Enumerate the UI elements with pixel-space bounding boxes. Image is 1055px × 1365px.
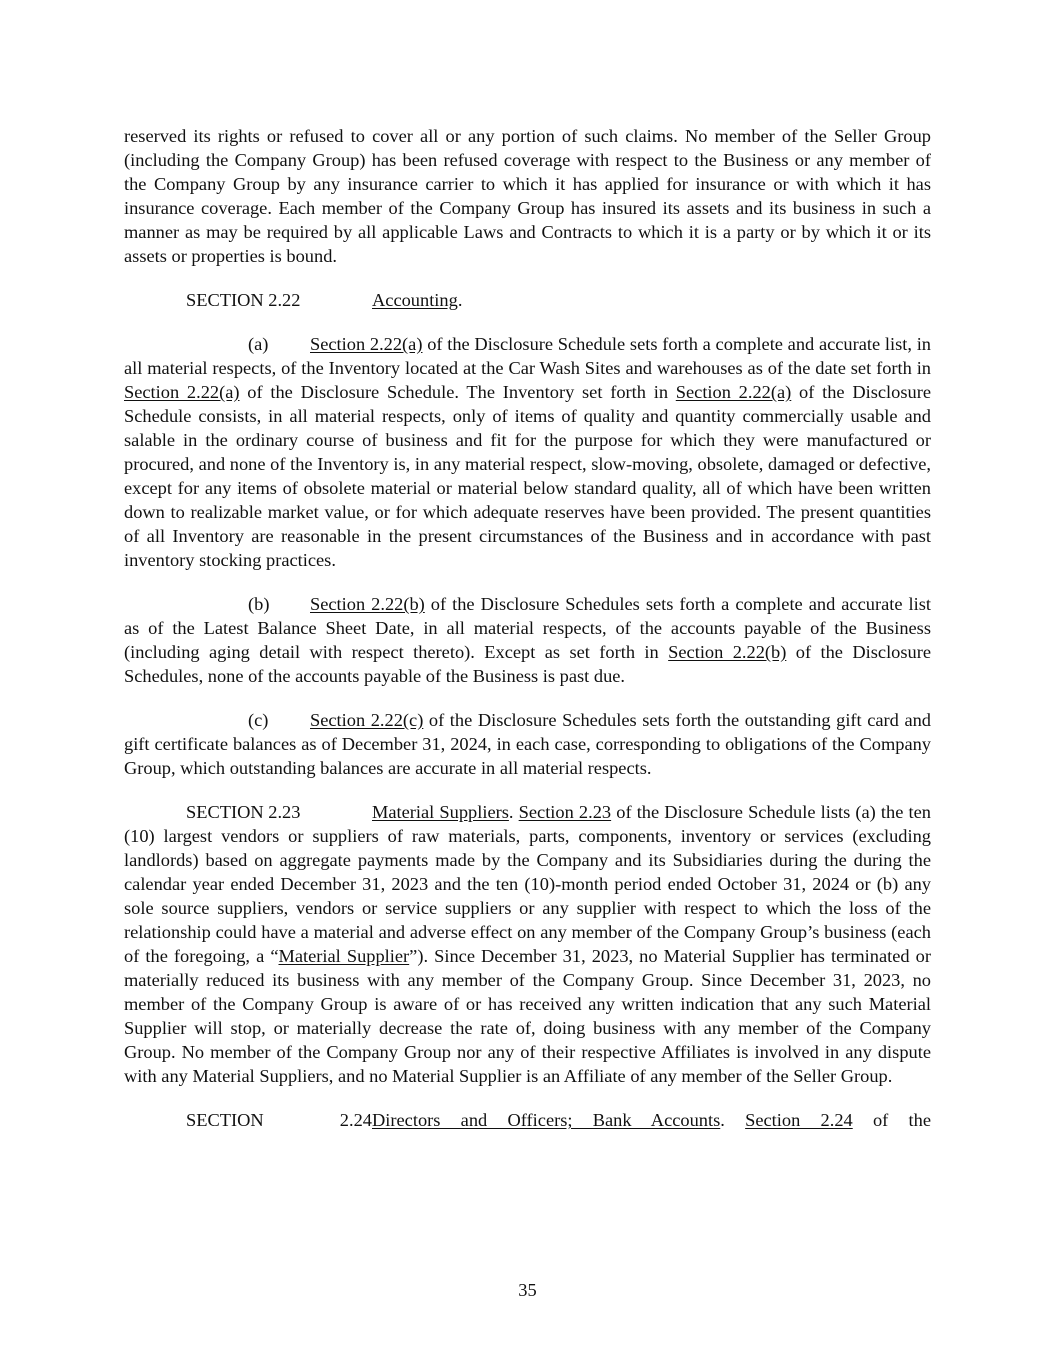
section-number: SECTION 2.24 — [186, 1110, 372, 1130]
cross-reference: Section 2.24 — [745, 1110, 853, 1130]
section-title: Directors and Officers; Bank Accounts — [372, 1110, 721, 1130]
document-page — [124, 124, 931, 1152]
cross-reference: Section 2.22(c) — [310, 710, 424, 730]
clause-text: of the Disclosure Schedule. The Inventory set forth in — [239, 382, 676, 402]
section-title-period: . — [508, 802, 519, 822]
clause-text: ”). Since December 31, 2023, no Material Supplier has terminated or materially reduced its business with any member of the Company Group. Since December 31, 2023, no member of the Company Group is aware of or has received any written indication that any such Material Supplier will stop, or materially decrease the rate of, doing business with any member of the Company Group. No member of the Company Group nor any of their respective Affiliates is involved in any dispute with any Material Suppliers, and no Material Supplier is an Affiliate of any member of the Seller Group. — [124, 946, 931, 1086]
section-title-period: . — [457, 290, 463, 310]
clause-text: of the Disclosure Schedule consists, in all material respects, only of items of quality and quantity commercially usable and salable in the ordinary course of business and fit for the purpose for which they were manufactured or procured, and none of the Inventory is, in any material respect, slow-moving, obsolete, damaged or defective, except for any items of obsolete material or material below standard quality, all of which have been written down to realizable market value, or for which adequate reserves have been provided. The present quantities of all Inventory are reasonable in the present circumstances of the Business and in accordance with past inventory stocking practices. — [124, 382, 931, 570]
cross-reference: Section 2.22(b) — [668, 642, 787, 662]
cross-reference: Section 2.22(a) — [124, 382, 240, 402]
section-title: Material Suppliers — [372, 802, 509, 822]
section-2-23 — [124, 800, 931, 1088]
clause-text: of the Disclosure Schedule lists (a) the ten (10) largest vendors or suppliers of raw materials, parts, components, inventory or services (excluding landlords) based on aggregate payments made by the Company and its Subsidiaries during the during the calendar year ended December 31, 2023 and the ten (10)-month period ended October 31, 2024 or (b) any sole source suppliers, vendors or service suppliers or any supplier with respect to which the loss of the relationship could have a material and adverse effect on any member of the Company Group’s business (each of the foregoing, a “ — [124, 802, 931, 966]
paragraph-insurance-continuation: reserved its rights or refused to cover all or any portion of such claims. No member of the Seller Group (including the Company Group) has been refused coverage with respect to the Business or any member of the Company Group by any insurance carrier to which it has applied for insurance or with which it has insurance coverage. Each member of the Company Group has insured its assets and its business in such a manner as may be required by all applicable Laws and Contracts to which it is a party or by which it or its assets or properties is bound. — [124, 126, 931, 266]
section-title: Accounting — [372, 290, 458, 310]
cross-reference: Section 2.23 — [518, 802, 612, 822]
cross-reference: Section 2.22(a) — [310, 334, 423, 354]
defined-term: Material Supplier — [278, 946, 410, 966]
cross-reference: Section 2.22(b) — [310, 594, 425, 614]
subsection-label: (c) — [248, 710, 269, 730]
section-title-period: . — [720, 1110, 746, 1130]
cross-reference: Section 2.22(a) — [675, 382, 792, 402]
section-number: SECTION 2.23 — [186, 802, 301, 822]
clause-text: of the Disclosure Schedules sets forth the outstanding gift card and gift certificate balances as of December 31, 2024, in each case, corresponding to obligations of the Company Group, which outstanding balances are accurate in all material respects. — [124, 710, 931, 778]
section-2-22-b — [124, 592, 931, 688]
section-2-22-heading — [124, 288, 931, 312]
clause-text: of the Disclosure Schedules sets forth a complete and accurate list as of the Latest Balance Sheet Date, in all material respects, of the accounts payable of the Business (including aging detail with respect thereto). Except as set forth in — [124, 594, 932, 662]
clause-text: of the — [852, 1110, 932, 1130]
section-2-22-a — [124, 332, 931, 572]
section-2-22-c — [124, 708, 931, 780]
section-number: SECTION 2.22 — [186, 290, 301, 310]
subsection-label: (b) — [248, 594, 270, 614]
page-number: 35 — [518, 1280, 537, 1300]
clause-text: of the Disclosure Schedules, none of the accounts payable of the Business is past due. — [124, 642, 932, 686]
subsection-label: (a) — [248, 334, 269, 354]
clause-text: of the Disclosure Schedule sets forth a complete and accurate list, in all material respects, of the Inventory located at the Car Wash Sites and warehouses as of the date set forth in — [124, 334, 932, 378]
section-2-24 — [124, 1108, 931, 1132]
